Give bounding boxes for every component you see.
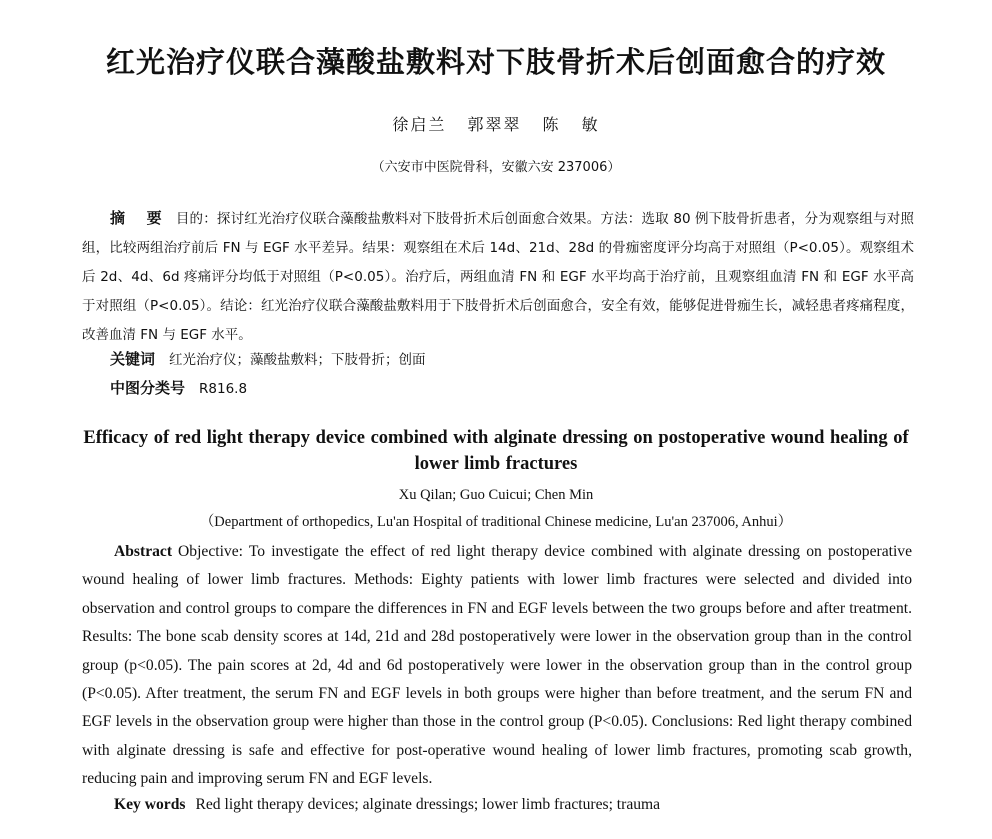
english-keywords-label: Key words	[114, 796, 186, 813]
chinese-keywords	[82, 345, 914, 374]
chinese-keywords-text: 红光治疗仪；藻酸盐敷料；下肢骨折；创面	[169, 352, 426, 368]
english-title: Efficacy of red light therapy device combined with alginate dressing on postoperative wound healing of lower limb fractures	[83, 428, 909, 474]
english-keywords-text: Red light therapy devices; alginate dressings; lower limb fractures; trauma	[195, 796, 661, 813]
english-affiliation: （Department of orthopedics, Lu'an Hospital of traditional Chinese medicine, Lu'an 237006, Anhui）	[199, 514, 793, 530]
chinese-affiliation: （六安市中医院骨科，安徽六安 237006）	[371, 160, 621, 175]
english-keywords	[82, 791, 912, 819]
chinese-classification-code: R816.8	[199, 381, 248, 397]
chinese-abstract	[82, 204, 914, 350]
chinese-abstract-label: 摘 要	[110, 209, 170, 227]
chinese-abstract-text: 目的：探讨红光治疗仪联合藻酸盐敷料对下肢骨折术后创面愈合效果。方法：选取 80 例下肢骨折患者，分为观察组与对照组，比较两组治疗前后 FN 与 EGF 水平差异。结果：观察组在术后 14d、21d、28d 的骨痂密度评分均高于对照组（P<0.05）。观察组术后 2d、4d、6d 疼痛评分均低于对照组（P<0.05）。治疗后，两组血清 FN 和 EGF 水平均高于治疗前，且观察组血清 FN 和 EGF 水平高于对照组（P<0.05）。结论：红光治疗仪联合藻酸盐敷料用于下肢骨折术后创面愈合，安全有效，能够促进骨痂生长，减轻患者疼痛程度，改善血清 FN 与 EGF 水平。	[82, 211, 914, 343]
english-abstract-text: Objective: To investigate the effect of red light therapy device combined with alginate dressing on postoperative wound healing of lower limb fractures. Methods: Eighty patients with lower limb fractures were selected and divided into observation and control groups to compare the differences in FN and EGF levels between the two groups before and after treatment. Results: The bone scab density scores at 14d, 21d and 28d postoperatively were lower in the observation group than in the control group (p<0.05). The pain scores at 2d, 4d and 6d postoperatively were lower in the observation group than in the control group (P<0.05). After treatment, the serum FN and EGF levels in both groups were higher than before treatment, and the serum FN and EGF levels in the observation group were higher than those in the control group (P<0.05). Conclusions: Red light therapy combined with alginate dressing is safe and effective for post-operative wound healing of lower limb fractures, promoting scab growth, reducing pain and improving serum FN and EGF levels.	[82, 543, 912, 788]
english-authors: Xu Qilan; Guo Cuicui; Chen Min	[398, 487, 594, 503]
english-abstract	[82, 538, 912, 794]
english-abstract-label: Abstract	[114, 543, 173, 560]
chinese-title: 红光治疗仪联合藻酸盐敷料对下肢骨折术后创面愈合的疗效	[105, 45, 886, 79]
chinese-classification	[82, 374, 914, 403]
chinese-keywords-label: 关键词	[110, 350, 156, 368]
chinese-classification-label: 中图分类号	[110, 379, 186, 397]
chinese-authors: 徐启兰 郭翠翠 陈 敏	[392, 115, 600, 134]
